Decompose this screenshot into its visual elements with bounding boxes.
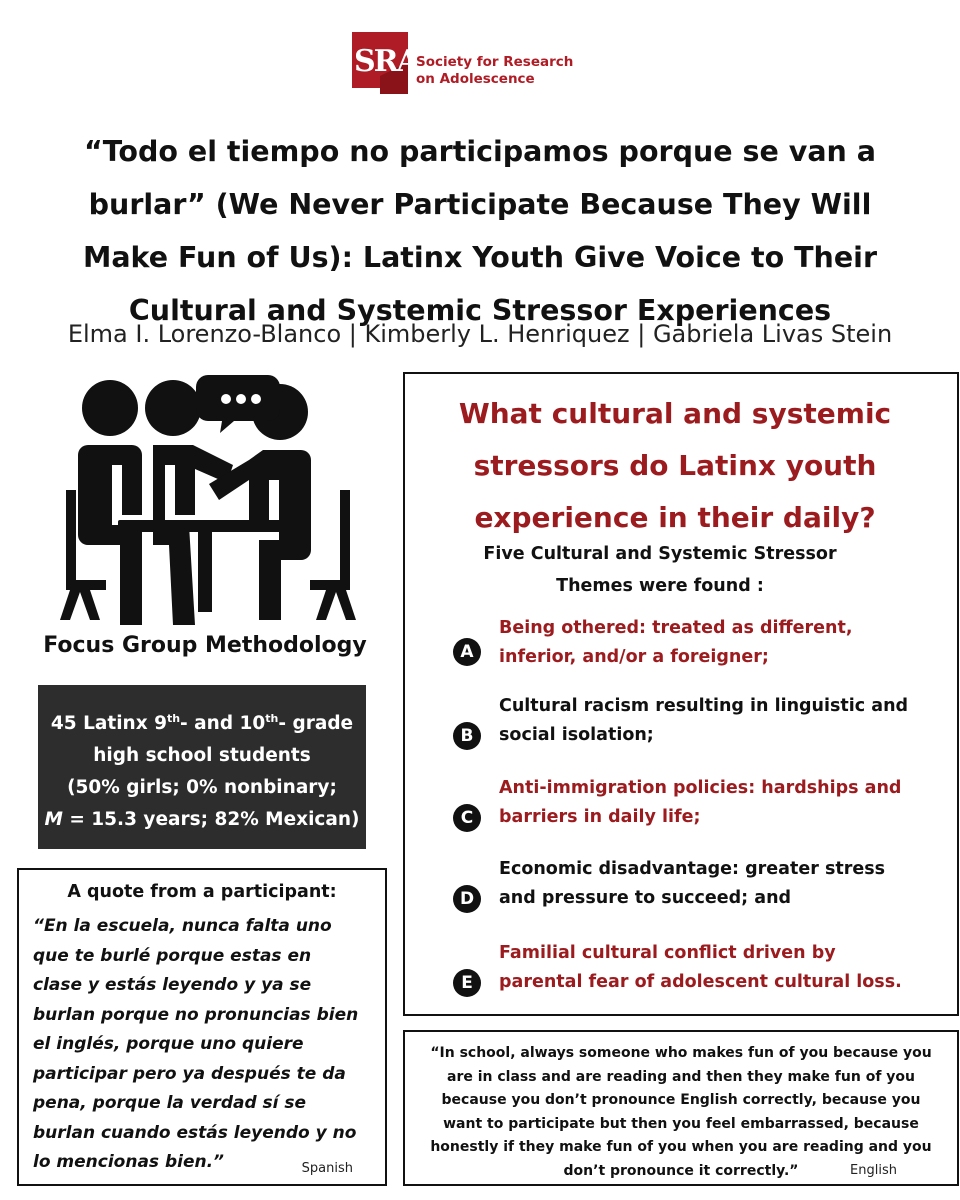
research-question (415, 388, 935, 544)
theme-badge-b: B (453, 722, 481, 750)
english-quote-line: because you don’t pronounce English correctly, because you (441, 1092, 921, 1108)
theme-text-d (499, 855, 919, 913)
authors: Elma I. Lorenzo-Blanco | Kimberly L. Henriquez | Gabriela Livas Stein (67, 320, 893, 348)
spanish-quote-box (17, 868, 387, 1186)
title-line-1: “Todo el tiempo no participamos porque se van a (84, 135, 876, 168)
sample-line-3: (50% girls; 0% nonbinary; (67, 777, 337, 799)
logo-line-1: Society for Research (416, 54, 574, 70)
theme-text-e (499, 939, 919, 997)
english-quote-box (403, 1030, 959, 1186)
spanish-quote-line: burlan porque no pronuncias bien (33, 1004, 359, 1025)
spanish-quote-line: burlan cuando estás leyendo y no (33, 1122, 357, 1143)
title-line-4: Cultural and Systemic Stressor Experiences (128, 294, 832, 327)
theme-badge-e: E (453, 969, 481, 997)
spanish-quote-line: clase y estás leyendo y ya se (33, 975, 312, 995)
theme-b-line-2: social isolation; (499, 725, 654, 745)
theme-badge-d: D (453, 885, 481, 913)
focus-group-icon (58, 370, 358, 625)
theme-badge-c: C (453, 804, 481, 832)
sample-line-1-b: - and 10 (180, 713, 266, 735)
themes-heading-line-1: Five Cultural and Systemic Stressor (483, 544, 837, 564)
language-tag-english: English (850, 1163, 897, 1178)
sample-line-4 (38, 804, 366, 836)
theme-text-b (499, 692, 919, 750)
question-line-2: stressors do Latinx youth (473, 449, 877, 482)
theme-e-line-2: parental fear of adolescent cultural loss. (499, 972, 902, 992)
theme-text-c (499, 774, 919, 832)
english-quote-line: honestly if they make fun of you when you are reading and you (430, 1139, 932, 1155)
sample-line-1 (38, 703, 366, 740)
method-label: Focus Group Methodology (43, 633, 367, 658)
sample-sup-2: th (265, 712, 279, 725)
sample-line-2: high school students (93, 745, 311, 767)
theme-c-line-1: Anti-immigration policies: hardships and (499, 778, 902, 798)
language-tag-spanish: Spanish (301, 1161, 353, 1176)
theme-badge-a: A (453, 638, 481, 666)
themes-heading (435, 538, 885, 602)
sample-sup-1: th (166, 712, 181, 725)
spanish-quote-text (33, 912, 379, 1178)
sample-line-1-a: 45 Latinx 9 (50, 713, 167, 735)
theme-text-a (499, 614, 919, 672)
english-quote-line: are in class and are reading and then they make fun of you (447, 1068, 915, 1085)
sample-description (38, 685, 366, 849)
logo-text (416, 54, 573, 88)
theme-a-line-1: Being othered: treated as different, (499, 618, 853, 638)
question-line-3: experience in their daily? (474, 501, 876, 534)
english-quote-text (417, 1042, 945, 1183)
spanish-quote-line: que te burlé porque estas en (33, 945, 312, 966)
theme-d-line-1: Economic disadvantage: greater stress (499, 859, 886, 879)
question-line-1: What cultural and systemic (458, 397, 892, 430)
theme-e-line-1: Familial cultural conflict driven by (499, 943, 836, 963)
sample-line-4-rest: = 15.3 years; 82% Mexican) (62, 809, 360, 831)
english-quote-line: don’t pronounce it correctly.” (563, 1162, 799, 1179)
sample-line-1-c: - grade (278, 713, 354, 735)
theme-b-line-1: Cultural racism resulting in linguistic and (499, 696, 909, 716)
themes-box (403, 372, 959, 1016)
spanish-quote-line: “En la escuela, nunca falta uno (33, 916, 332, 936)
english-quote-line: want to participate but then you feel embarrassed, because (443, 1115, 919, 1132)
page-title (40, 125, 920, 337)
theme-a-line-2: inferior, and/or a foreigner; (499, 647, 769, 667)
english-quote-line: “In school, always someone who makes fun of you because you (430, 1045, 932, 1061)
themes-heading-line-2: Themes were found : (556, 576, 764, 596)
sample-mean-symbol: M (44, 809, 63, 831)
sra-logo (350, 32, 610, 94)
theme-c-line-2: barriers in daily life; (499, 807, 701, 827)
quote-heading: A quote from a participant: (67, 882, 337, 902)
spanish-quote-line: participar pero ya después te da (33, 1063, 346, 1084)
spanish-quote-line: lo mencionas bien.” (33, 1152, 225, 1172)
title-line-2: burlar” (We Never Participate Because They Will (88, 188, 872, 221)
title-line-3: Make Fun of Us): Latinx Youth Give Voice to Their (82, 241, 878, 274)
logo-line-2: on Adolescence (416, 71, 535, 87)
theme-d-line-2: and pressure to succeed; and (499, 888, 792, 908)
logo-letters: SRA (354, 44, 418, 79)
people-at-table-icon (58, 370, 358, 625)
spanish-quote-line: el inglés, porque uno quiere (33, 1034, 304, 1054)
spanish-quote-line: pena, porque la verdad sí se (33, 1093, 307, 1113)
